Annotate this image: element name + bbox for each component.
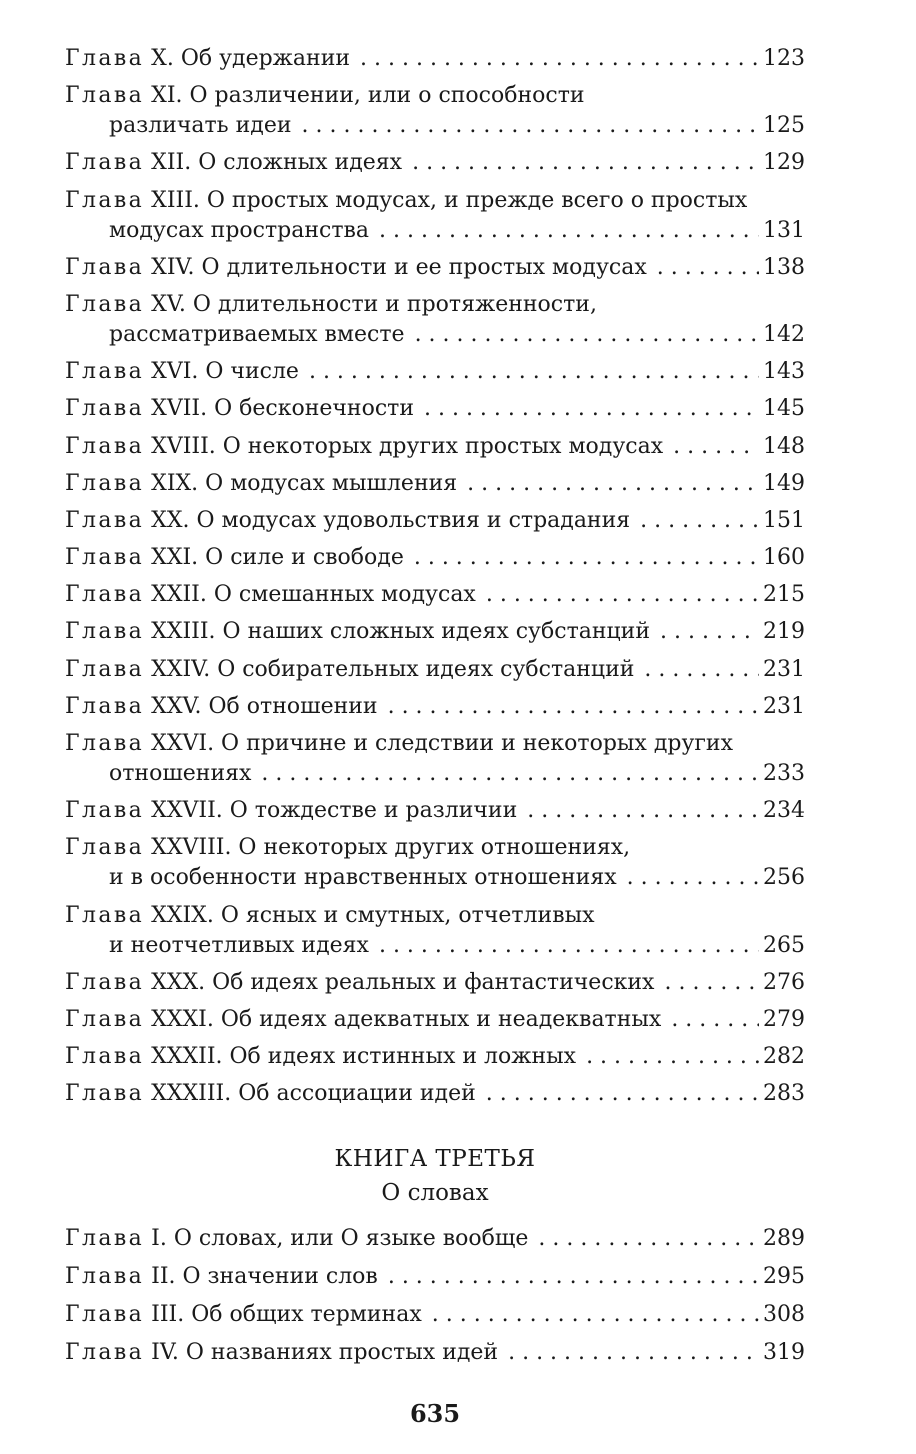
toc-entry-title: Глава XXV. Об отношении bbox=[65, 693, 378, 719]
toc-entry-page: 148 bbox=[763, 433, 805, 459]
toc-entry-page: 319 bbox=[763, 1340, 805, 1365]
toc-entry-page: 143 bbox=[763, 359, 805, 385]
toc-entry-title: Глава XXIII. О наших сложных идеях субстанций bbox=[65, 619, 650, 645]
book-page-lower bbox=[65, 0, 805, 1454]
toc-entry-page: 142 bbox=[763, 321, 805, 347]
toc-entry bbox=[65, 1224, 805, 1254]
toc-entry bbox=[65, 1338, 805, 1368]
toc-entry-title: Глава XXVIII. О некоторых других отношениях, bbox=[65, 835, 631, 861]
toc-entry-title: Глава III. Об общих терминах bbox=[65, 1302, 422, 1327]
toc-entry bbox=[65, 1262, 805, 1292]
toc-entry-title-continued: и в особенности нравственных отношениях bbox=[109, 865, 617, 891]
toc-entry-title: Глава XV. О длительности и протяженности, bbox=[65, 291, 597, 317]
toc-entry-title: Глава XVII. О бесконечности bbox=[65, 396, 414, 422]
toc-entry-page: 160 bbox=[763, 545, 805, 571]
toc-entry-title: Глава XVIII. О некоторых других простых модусах bbox=[65, 433, 664, 459]
toc-entry-title: Глава XVI. О числе bbox=[65, 359, 299, 385]
toc-entry-page: 308 bbox=[763, 1302, 805, 1327]
toc-entry-title-continued: и неотчетливых идеях bbox=[109, 932, 369, 958]
toc-entry-title: Глава XI. О различении, или о способности bbox=[65, 83, 585, 109]
toc-entry-title: Глава XXIX. О ясных и смутных, отчетливых bbox=[65, 902, 595, 928]
toc-entry-page: 149 bbox=[763, 470, 805, 496]
toc-entry-page: 145 bbox=[763, 396, 805, 422]
toc-entry-title: Глава XII. О сложных идеях bbox=[65, 150, 403, 176]
toc-entry-title: Глава XXX. Об идеях реальных и фантастических bbox=[65, 969, 655, 995]
toc-entry bbox=[65, 1300, 805, 1330]
page-number: 635 bbox=[409, 1399, 461, 1428]
toc-entry-title-continued: рассматриваемых вместе bbox=[109, 321, 405, 347]
toc-entry-page: 125 bbox=[763, 113, 805, 139]
toc-entry-title: Глава XIX. О модусах мышления bbox=[65, 470, 458, 496]
toc-entry-page: 131 bbox=[763, 217, 805, 243]
leader-dots bbox=[538, 1224, 759, 1254]
toc-entry-page: 215 bbox=[763, 582, 805, 608]
toc-entry-title-continued: отношениях bbox=[109, 761, 252, 786]
toc-entry-title: Глава XXVII. О тождестве и различии bbox=[65, 798, 518, 824]
toc-entry-title: Глава XIII. О простых модусах, и прежде всего о простых bbox=[65, 187, 748, 213]
toc-entry-page: 283 bbox=[763, 1081, 805, 1107]
leader-dots bbox=[388, 1262, 759, 1292]
toc-entry-page: 265 bbox=[763, 932, 805, 958]
toc-book-three bbox=[65, 1224, 805, 1376]
toc-entry-page: 234 bbox=[763, 798, 805, 824]
toc-entry-title-continued: различать идеи bbox=[109, 113, 292, 139]
toc-entry-page: 231 bbox=[763, 656, 805, 682]
toc-entry-title: Глава XIV. О длительности и ее простых модусах bbox=[65, 254, 647, 280]
toc-entry-title: Глава II. О значении слов bbox=[65, 1264, 378, 1289]
toc-entry-page: 151 bbox=[763, 507, 805, 533]
toc-entry-page: 138 bbox=[763, 254, 805, 280]
leader-dots bbox=[508, 1338, 759, 1368]
toc-entry-title: Глава XXXIII. Об ассоциации идей bbox=[65, 1081, 476, 1107]
toc-entry-title: Глава XXI. О силе и свободе bbox=[65, 545, 404, 571]
toc-entry-page: 219 bbox=[763, 619, 805, 645]
toc-entry-title: Глава XXIV. О собирательных идеях субстанций bbox=[65, 656, 635, 682]
toc-entry-page: 129 bbox=[763, 150, 805, 176]
toc-entry-page: 231 bbox=[763, 693, 805, 719]
toc-entry-page: 233 bbox=[763, 761, 805, 786]
toc-entry-page: 295 bbox=[763, 1264, 805, 1289]
leader-dots bbox=[432, 1300, 759, 1330]
toc-entry-page: 289 bbox=[763, 1226, 805, 1251]
toc-entry-title: Глава XXXII. Об идеях истинных и ложных bbox=[65, 1044, 577, 1070]
toc-entry-title-continued: модусах пространства bbox=[109, 217, 370, 243]
book-three-subtitle: О словах bbox=[381, 1180, 489, 1206]
toc-entry-page: 276 bbox=[763, 969, 805, 995]
book-three-heading: КНИГА ТРЕТЬЯ bbox=[334, 1146, 536, 1172]
toc-entry-title: Глава I. О словах, или О языке вообще bbox=[65, 1226, 529, 1251]
toc-entry-title: Глава XXVI. О причине и следствии и некоторых других bbox=[65, 731, 734, 756]
toc-entry-title: Глава X. Об удержании bbox=[65, 46, 351, 71]
toc-entry-title: Глава XXXI. Об идеях адекватных и неадекватных bbox=[65, 1006, 662, 1032]
toc-entry-page: 279 bbox=[763, 1006, 805, 1032]
toc-entry-page: 256 bbox=[763, 865, 805, 891]
toc-entry-title: Глава XXII. О смешанных модусах bbox=[65, 582, 476, 608]
toc-entry-page: 282 bbox=[763, 1044, 805, 1070]
toc-entry-title: Глава IV. О названиях простых идей bbox=[65, 1340, 499, 1365]
toc-entry-page: 123 bbox=[763, 46, 805, 71]
toc-entry-title: Глава XX. О модусах удовольствия и страдания bbox=[65, 507, 631, 533]
